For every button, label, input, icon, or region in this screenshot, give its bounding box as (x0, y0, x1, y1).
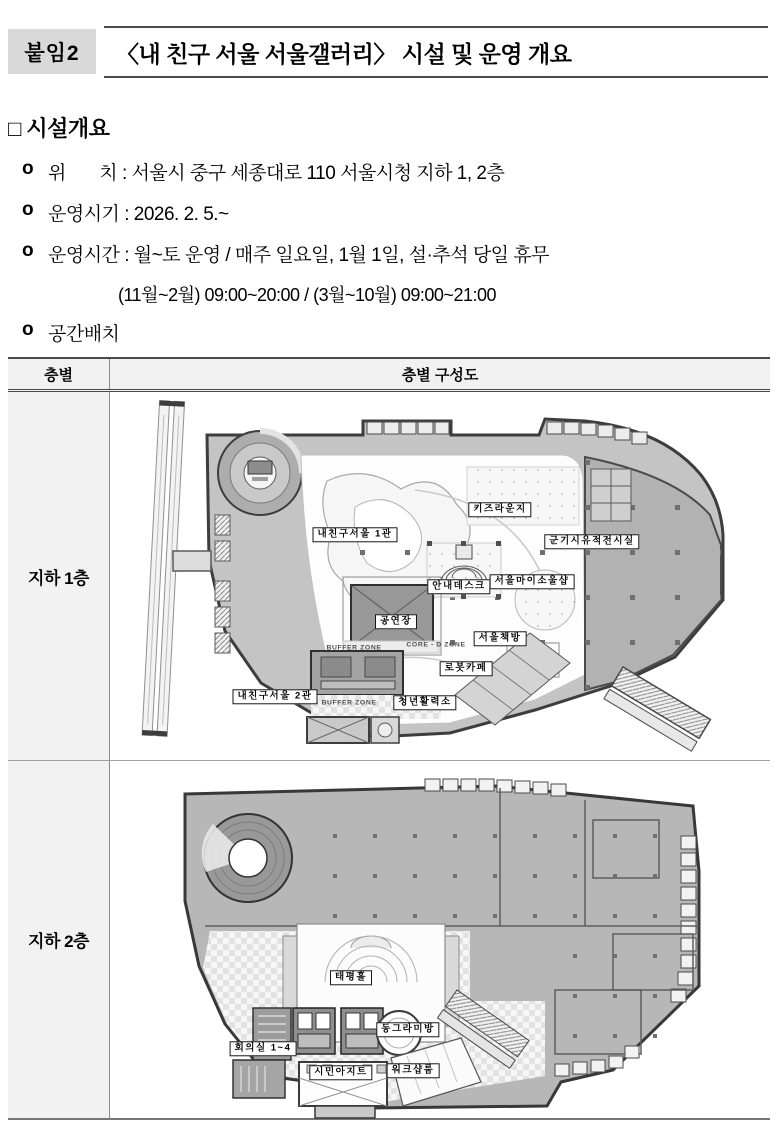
b2-spiral-ramp (202, 814, 292, 902)
b1-label-youth-center: 청년활력소 (393, 695, 456, 710)
header-plan-col: 층별 구성도 (401, 366, 479, 384)
b2-column-grid-right (555, 928, 691, 1054)
b1-label-core-zone: CORE - D ZONE (406, 641, 466, 649)
b2-label-citizen-agit: 시민아지트 (309, 1065, 372, 1080)
b2-plan-container (115, 776, 770, 1120)
page-title-text: 〈내 친구 서울 서울갤러리〉 시설 및 운영 개요 (116, 40, 572, 67)
b1-label-stage: 공연장 (375, 614, 417, 629)
bullet-period (22, 199, 229, 226)
header-floor-col: 층별 (8, 359, 110, 389)
b1-plan-container (115, 395, 770, 755)
b1-label-soul-shop: 서울마이소울샵 (490, 574, 575, 589)
b1-track-connector (173, 551, 211, 571)
floor-label-b1: 지하 1층 (8, 392, 110, 760)
b1-label-buffer-2: BUFFER ZONE (321, 699, 377, 707)
bullet-period-text: 운영시기 : 2026. 2. 5.~ (48, 204, 229, 225)
b1-label-robot-cafe: 로봇카페 (440, 661, 493, 676)
b1-label-buffer-1: BUFFER ZONE (326, 644, 382, 652)
b1-label-info-desk: 안내데스크 (427, 579, 490, 594)
bullet-layout (22, 319, 119, 346)
b1-hall2-block (311, 651, 403, 695)
floor-label-b2: 지하 2층 (8, 761, 110, 1118)
bullet-marker: o (22, 319, 34, 340)
b1-label-kids-lounge: 키즈라운지 (468, 502, 531, 517)
attachment-badge: 붙임2 (8, 29, 96, 74)
bullet-marker: o (22, 240, 34, 261)
b2-label-round-room: 동그라미방 (376, 1022, 439, 1037)
b1-label-gungisi-hall: 군기시유적전시실 (544, 534, 639, 549)
table-row-b1 (8, 392, 770, 761)
table-header-row (8, 359, 770, 392)
b1-bottom-blocks (307, 717, 399, 743)
bullet-marker: o (22, 199, 34, 220)
b2-label-meeting-rooms: 회의실 1~4 (230, 1041, 297, 1056)
b1-spiral-ramp (218, 431, 302, 515)
b2-floor-plan-svg (115, 776, 770, 1120)
bullet-marker: o (22, 158, 34, 179)
table-row-b2 (8, 761, 770, 1118)
b2-label-workshop-room: 워크샵룸 (387, 1063, 440, 1078)
page-title (104, 26, 768, 78)
bullet-location (22, 158, 504, 185)
b2-label-taepyeong-hall: 태평홀 (330, 970, 372, 985)
bullet-hours-detail: (11월~2월) 09:00~20:00 / (3월~10월) 09:00~21:00 (118, 285, 496, 305)
section-title: □ 시설개요 (8, 116, 110, 141)
bullet-hours (22, 240, 549, 267)
b1-label-hall1: 내친구서울 1관 (313, 527, 398, 542)
b1-label-book-store: 서울책방 (474, 631, 527, 646)
floor-layout-table (8, 357, 770, 1120)
plan-cell-b2 (110, 761, 770, 1118)
bullet-location-text: 위 치 : 서울시 중구 세종대로 110 서울시청 지하 1, 2층 (48, 163, 505, 184)
b1-escalator-walkway (604, 667, 710, 751)
plan-cell-b1 (110, 392, 770, 760)
b1-label-hall2: 내친구서울 2관 (233, 689, 318, 704)
bullet-layout-text: 공간배치 (48, 324, 120, 345)
bullet-hours-text: 운영시간 : 월~토 운영 / 매주 일요일, 1월 1일, 설·추석 당일 휴무 (48, 245, 550, 266)
b2-column-grid-top (315, 804, 675, 922)
